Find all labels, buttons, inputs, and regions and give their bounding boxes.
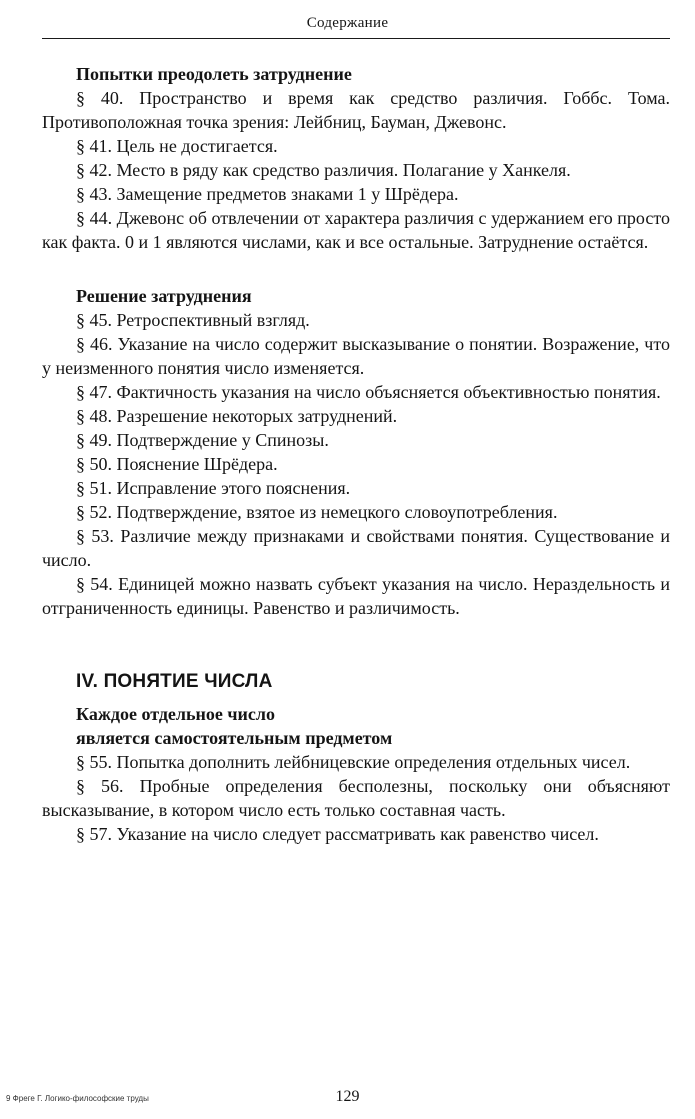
toc-entry: § 49. Подтверждение у Спинозы. [76,430,329,450]
table-of-contents [42,62,670,846]
toc-entry: § 45. Ретроспективный взгляд. [76,310,310,330]
chapter-title: IV. ПОНЯТИЕ ЧИСЛА [76,671,273,692]
toc-entry: § 46. Указание на число содержит высказывание о понятии. Возражение, что у неизменного понятия число изменяется. [42,334,670,378]
toc-entry: § 50. Пояснение Шрёдера. [76,454,278,474]
toc-entry: § 42. Место в ряду как средство различия. Полагание у Ханкеля. [76,160,571,180]
toc-entry: § 56. Пробные определения бесполезны, поскольку они объясняют высказывание, в котором число есть только составная часть. [42,776,670,820]
toc-entry: § 57. Указание на число следует рассматривать как равенство чисел. [76,824,599,844]
running-head: Содержание [306,15,389,31]
toc-entry: § 54. Единицей можно назвать субъект указания на число. Нераздельность и отграниченность единицы. Равенство и различимость. [42,574,670,618]
toc-entry: § 41. Цель не достигается. [76,136,278,156]
toc-entry: § 48. Разрешение некоторых затруднений. [76,406,398,426]
toc-entry: § 53. Различие между признаками и свойствами понятия. Существование и число. [42,526,670,570]
toc-entry: § 40. Пространство и время как средство различия. Гоббс. Тома. Противоположная точка зрения: Лейбниц, Бауман, Джевонс. [42,88,670,132]
toc-entry: § 51. Исправление этого пояснения. [76,478,351,498]
section-heading: Попытки преодолеть затруднение [76,64,352,84]
spacer [42,254,670,284]
toc-entry: § 44. Джевонс об отвлечении от характера различия с удержанием его просто как факта. 0 и 1 являются числами, как и все остальные. Затруднение остаётся. [42,208,670,252]
spacer [42,620,670,670]
page-number: 129 [335,1088,360,1105]
toc-entry: § 52. Подтверждение, взятое из немецкого словоупотребления. [76,502,558,522]
toc-entry: § 43. Замещение предметов знаками 1 у Шрёдера. [76,184,459,204]
toc-entry: § 47. Фактичность указания на число объясняется объективностью понятия. [76,382,661,402]
toc-entry: § 55. Попытка дополнить лейбницевские определения отдельных чисел. [76,752,631,772]
section-heading-line-2: является самостоятельным предметом [76,728,393,748]
section-heading: Решение затруднения [76,286,252,306]
section-heading-line-1: Каждое отдельное число [76,704,276,724]
header-rule [42,38,670,39]
printer-imprint: 9 Фреге Г. Логико-философские труды [6,1094,149,1103]
